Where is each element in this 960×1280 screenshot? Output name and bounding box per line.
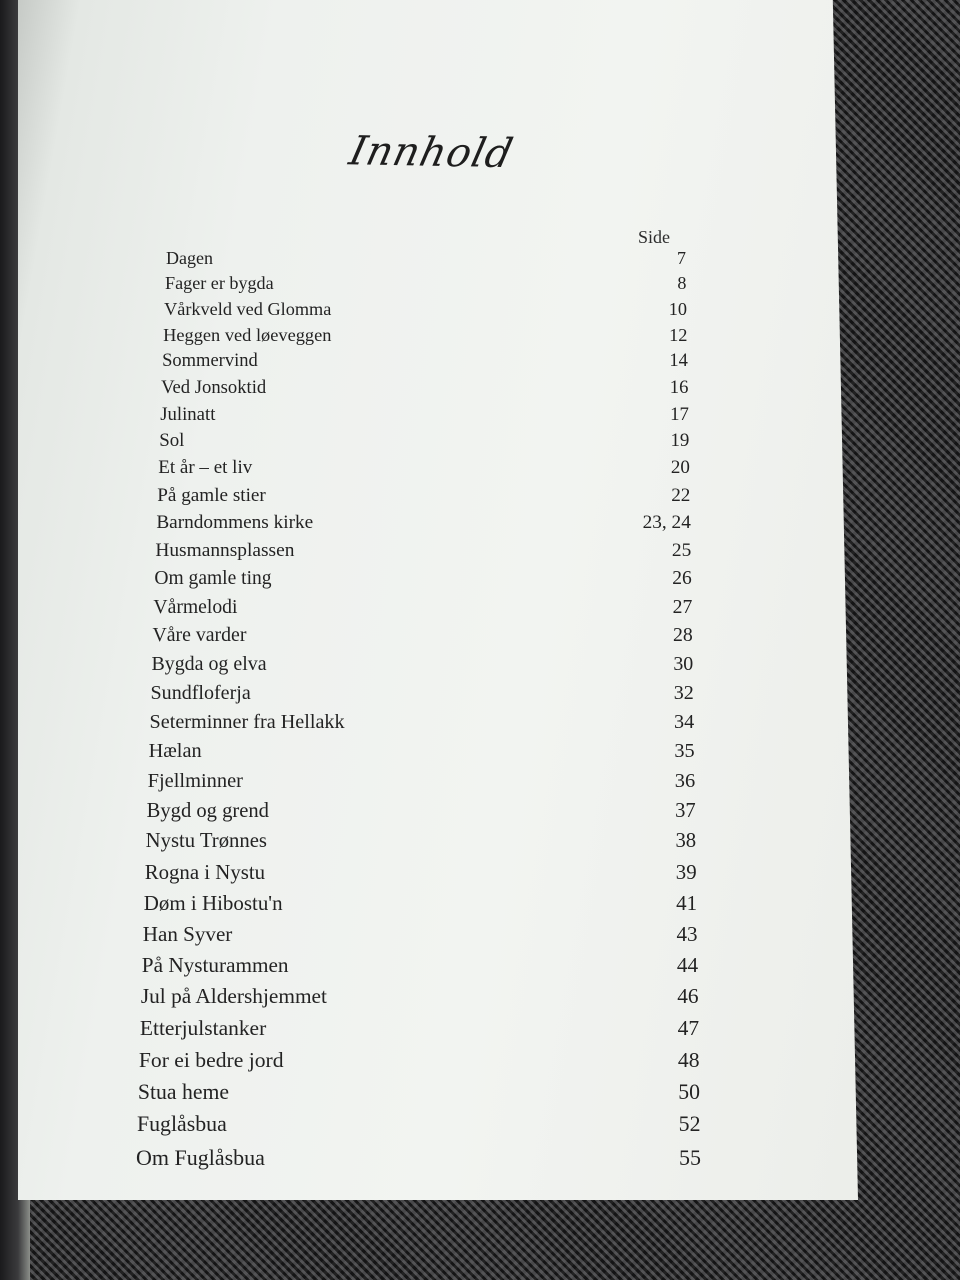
toc-entry bbox=[145, 860, 697, 886]
toc-entry-title: Et år – et liv bbox=[158, 457, 253, 479]
toc-entry-page: 27 bbox=[672, 595, 693, 618]
toc-entry bbox=[139, 1048, 700, 1074]
toc-entry-page: 34 bbox=[674, 711, 695, 734]
toc-entry-title: Fuglåsbua bbox=[136, 1112, 227, 1136]
toc-entry-title: Julinatt bbox=[160, 403, 216, 425]
toc-entry-page: 20 bbox=[670, 457, 690, 479]
toc-entry-title: På Nysturammen bbox=[141, 953, 289, 977]
toc-entry-page: 37 bbox=[675, 800, 696, 822]
toc-entry-title: For ei bedre jord bbox=[138, 1047, 284, 1072]
toc-entry bbox=[154, 568, 691, 594]
toc-entry bbox=[151, 682, 694, 708]
toc-entry-title: Fjellminner bbox=[147, 770, 243, 793]
toc-entry-page: 16 bbox=[669, 377, 689, 398]
toc-entry bbox=[163, 325, 687, 351]
toc-entry-page: 14 bbox=[669, 350, 688, 371]
toc-entry bbox=[158, 457, 690, 483]
toc-entry bbox=[140, 1016, 699, 1042]
toc-entry-title: Hælan bbox=[148, 740, 202, 763]
toc-entry-page: 46 bbox=[677, 984, 699, 1009]
toc-entry-page: 39 bbox=[675, 860, 697, 885]
toc-entry-page: 23, 24 bbox=[642, 512, 691, 533]
toc-entry-page: 48 bbox=[677, 1047, 700, 1072]
toc-entry bbox=[150, 711, 695, 737]
toc-entry bbox=[160, 404, 689, 430]
toc-entry bbox=[152, 624, 692, 650]
toc-entry-page: 43 bbox=[676, 921, 698, 946]
toc-entry bbox=[159, 430, 689, 456]
toc-entry-title: Bygda og elva bbox=[151, 653, 267, 675]
toc-entry-title: Heggen ved løeveggen bbox=[163, 324, 332, 345]
page-column-header: Side bbox=[638, 227, 671, 247]
toc-entry-title: Etterjulstanker bbox=[139, 1015, 267, 1040]
toc-entry-title: Sundfloferja bbox=[150, 681, 251, 704]
toc-entry-title: Jul på Aldershjemmet bbox=[140, 984, 327, 1009]
toc-entry-page: 28 bbox=[672, 624, 693, 647]
toc-entry-title: Dagen bbox=[166, 248, 213, 268]
toc-entry bbox=[143, 922, 698, 948]
toc-entry-page: 22 bbox=[671, 484, 691, 506]
toc-entry-title: Døm i Hibostu'n bbox=[143, 891, 283, 916]
toc-entry-title: Våre varder bbox=[152, 624, 247, 647]
toc-entry bbox=[138, 1080, 700, 1106]
toc-entry bbox=[147, 800, 696, 826]
toc-entry bbox=[165, 273, 686, 299]
toc-entry-page: 32 bbox=[673, 681, 694, 704]
toc-entry-title: Han Syver bbox=[142, 921, 233, 946]
toc-entry bbox=[153, 596, 692, 622]
toc-entry-title: Om gamle ting bbox=[154, 567, 272, 589]
toc-entry bbox=[146, 830, 696, 856]
toc-entry-title: Vårmelodi bbox=[153, 595, 238, 618]
toc-entry bbox=[136, 1145, 701, 1171]
toc-entry-page: 26 bbox=[672, 567, 692, 589]
toc-entry bbox=[142, 953, 698, 979]
toc-entry bbox=[148, 770, 696, 796]
toc-entry-title: Barndommens kirke bbox=[156, 512, 314, 533]
toc-entry-page: 7 bbox=[677, 248, 686, 268]
toc-entry-page: 8 bbox=[677, 273, 687, 294]
toc-entry bbox=[164, 299, 687, 325]
toc-entry-page: 17 bbox=[670, 403, 689, 425]
toc-entry-page: 36 bbox=[674, 770, 696, 793]
toc-entry bbox=[161, 377, 688, 403]
toc-entry bbox=[166, 248, 686, 274]
toc-entry-title: Sommervind bbox=[162, 350, 258, 371]
toc-entry-page: 38 bbox=[675, 830, 697, 853]
toc-entry bbox=[156, 512, 691, 538]
toc-entry-page: 50 bbox=[678, 1079, 701, 1104]
toc-entry-title: Rogna i Nystu bbox=[144, 860, 266, 885]
toc-entry-page: 35 bbox=[674, 740, 695, 763]
toc-entry-title: Husmannsplassen bbox=[155, 539, 295, 561]
toc-entry-title: Sol bbox=[159, 430, 185, 452]
toc-entry-title: Vårkveld ved Glomma bbox=[164, 298, 332, 319]
toc-entry bbox=[141, 984, 699, 1010]
toc-entry bbox=[149, 740, 695, 766]
toc-entry-page: 52 bbox=[678, 1112, 701, 1136]
toc-entry-title: Fager er bygda bbox=[165, 273, 274, 294]
toc-entry bbox=[144, 891, 697, 917]
toc-entry-page: 10 bbox=[668, 298, 687, 319]
toc-entry-page: 19 bbox=[670, 430, 690, 452]
toc-entry bbox=[137, 1112, 701, 1138]
toc-entry-page: 25 bbox=[671, 539, 692, 561]
toc-entry bbox=[157, 485, 690, 511]
page-title: Innhold bbox=[345, 128, 518, 178]
toc-entry bbox=[151, 653, 693, 679]
toc-entry-title: Bygd og grend bbox=[146, 800, 269, 822]
toc-entry-title: På gamle stier bbox=[157, 484, 266, 506]
toc-entry bbox=[162, 351, 688, 377]
toc-entry-page: 30 bbox=[673, 653, 694, 675]
toc-entry-title: Nystu Trønnes bbox=[145, 830, 267, 853]
toc-entry-page: 44 bbox=[676, 953, 699, 977]
toc-entry-page: 41 bbox=[676, 891, 698, 916]
toc-entry bbox=[155, 540, 691, 566]
toc-entry-title: Stua heme bbox=[137, 1079, 230, 1104]
toc-entry-title: Seterminner fra Hellakk bbox=[149, 711, 345, 734]
toc-entry-page: 55 bbox=[679, 1144, 701, 1170]
toc-entry-title: Om Fuglåsbua bbox=[136, 1144, 265, 1170]
toc-entry-page: 47 bbox=[677, 1015, 700, 1040]
toc-entry-title: Ved Jonsoktid bbox=[161, 377, 267, 398]
toc-entry-page: 12 bbox=[669, 324, 688, 345]
